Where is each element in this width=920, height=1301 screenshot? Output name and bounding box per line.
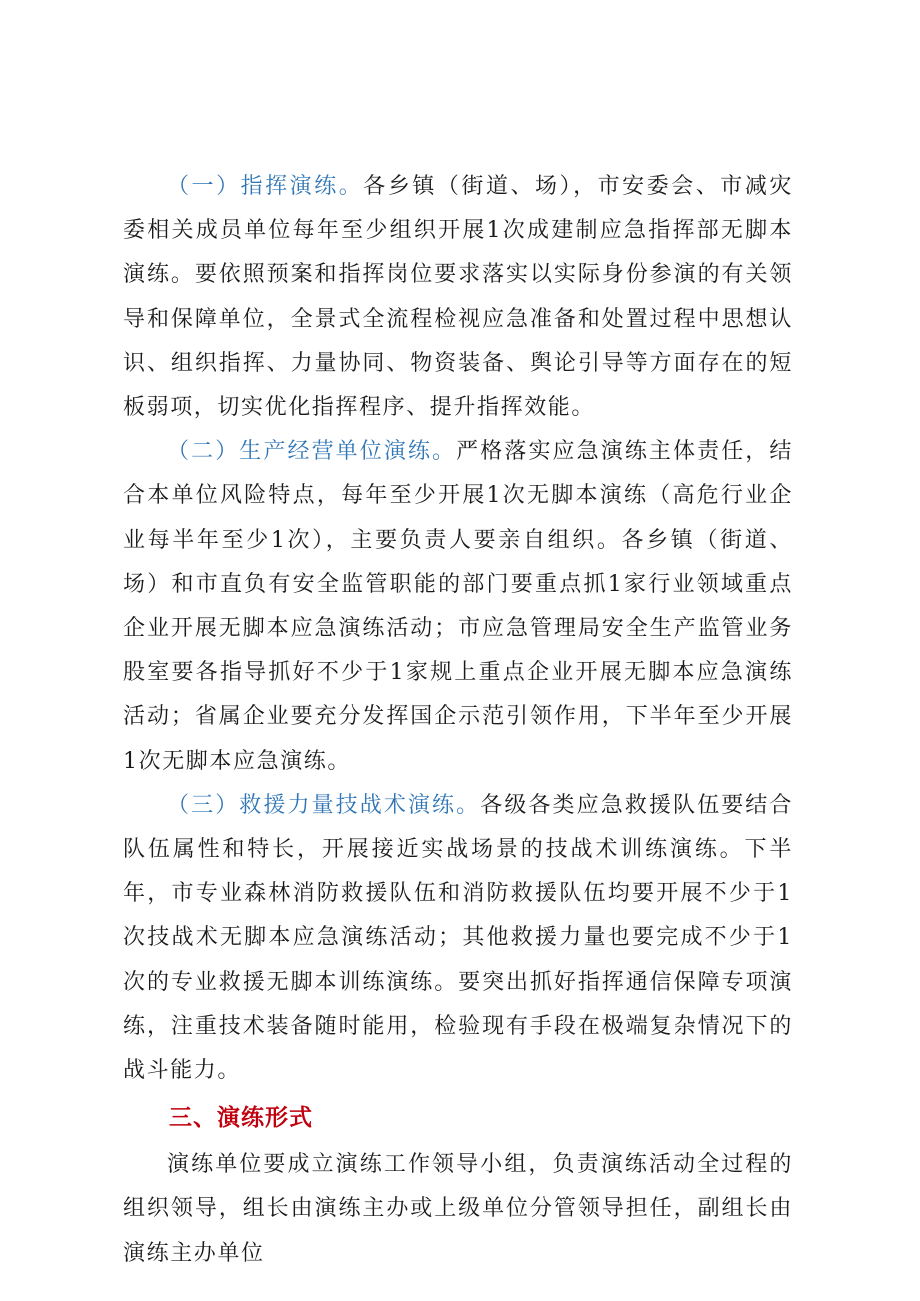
paragraph-enterprise-drill xyxy=(123,430,793,784)
paragraph-command-drill xyxy=(123,165,793,430)
paragraph-body: 演练单位要成立演练工作领导小组，负责演练活动全过程的组织领导，组长由演练主办或上级单位分管领导担任，副组长由演练主办单位 xyxy=(123,1152,793,1266)
paragraph-lead: （一）指挥演练。 xyxy=(167,174,364,199)
paragraph-body: 各级各类应急救援队伍要结合队伍属性和特长，开展接近实战场景的技战术训练演练。下半年，市专业森林消防救援队伍和消防救援队伍均要开展不少于1次技战术无脚本应急演练活动；其他救援力量也要完成不少于1次的专业救援无脚本训练演练。要突出抓好指挥通信保障专项演练，注重技术装备随时能用，检验现有手段在极端复杂情况下的战斗能力。 xyxy=(123,792,793,1084)
section-heading: 三、演练形式 xyxy=(169,1105,313,1132)
paragraph-body: 严格落实应急演练主体责任，结合本单位风险特点，每年至少开展1次无脚本演练（高危行业企业每半年至少1次），主要负责人要亲自组织。各乡镇（街道、场）和市直负有安全监管职能的部门要重点抓1家行业领域重点企业开展无脚本应急演练活动；市应急管理局安全生产监管业务股室要各指导抓好不少于1家规上重点企业开展无脚本应急演练活动；省属企业要充分发挥国企示范引领作用，下半年至少开展1次无脚本应急演练。 xyxy=(123,439,794,774)
paragraph-rescue-drill xyxy=(123,784,793,1093)
paragraph-lead: （二）生产经营单位演练。 xyxy=(167,439,457,465)
document-content xyxy=(123,165,793,1276)
paragraph-lead: （三）救援力量技战术演练。 xyxy=(167,792,481,818)
paragraph-drill-form xyxy=(123,1143,793,1276)
paragraph-body: 各乡镇（街道、场），市安委会、市减灾委相关成员单位每年至少组织开展1次成建制应急指挥部无脚本演练。要依照预案和指挥岗位要求落实以实际身份参演的有关领导和保障单位，全景式全流程检视应急准备和处置过程中思想认识、组织指挥、力量协同、物资装备、舆论引导等方面存在的短板弱项，切实优化指挥程序、提升指挥效能。 xyxy=(123,174,793,421)
